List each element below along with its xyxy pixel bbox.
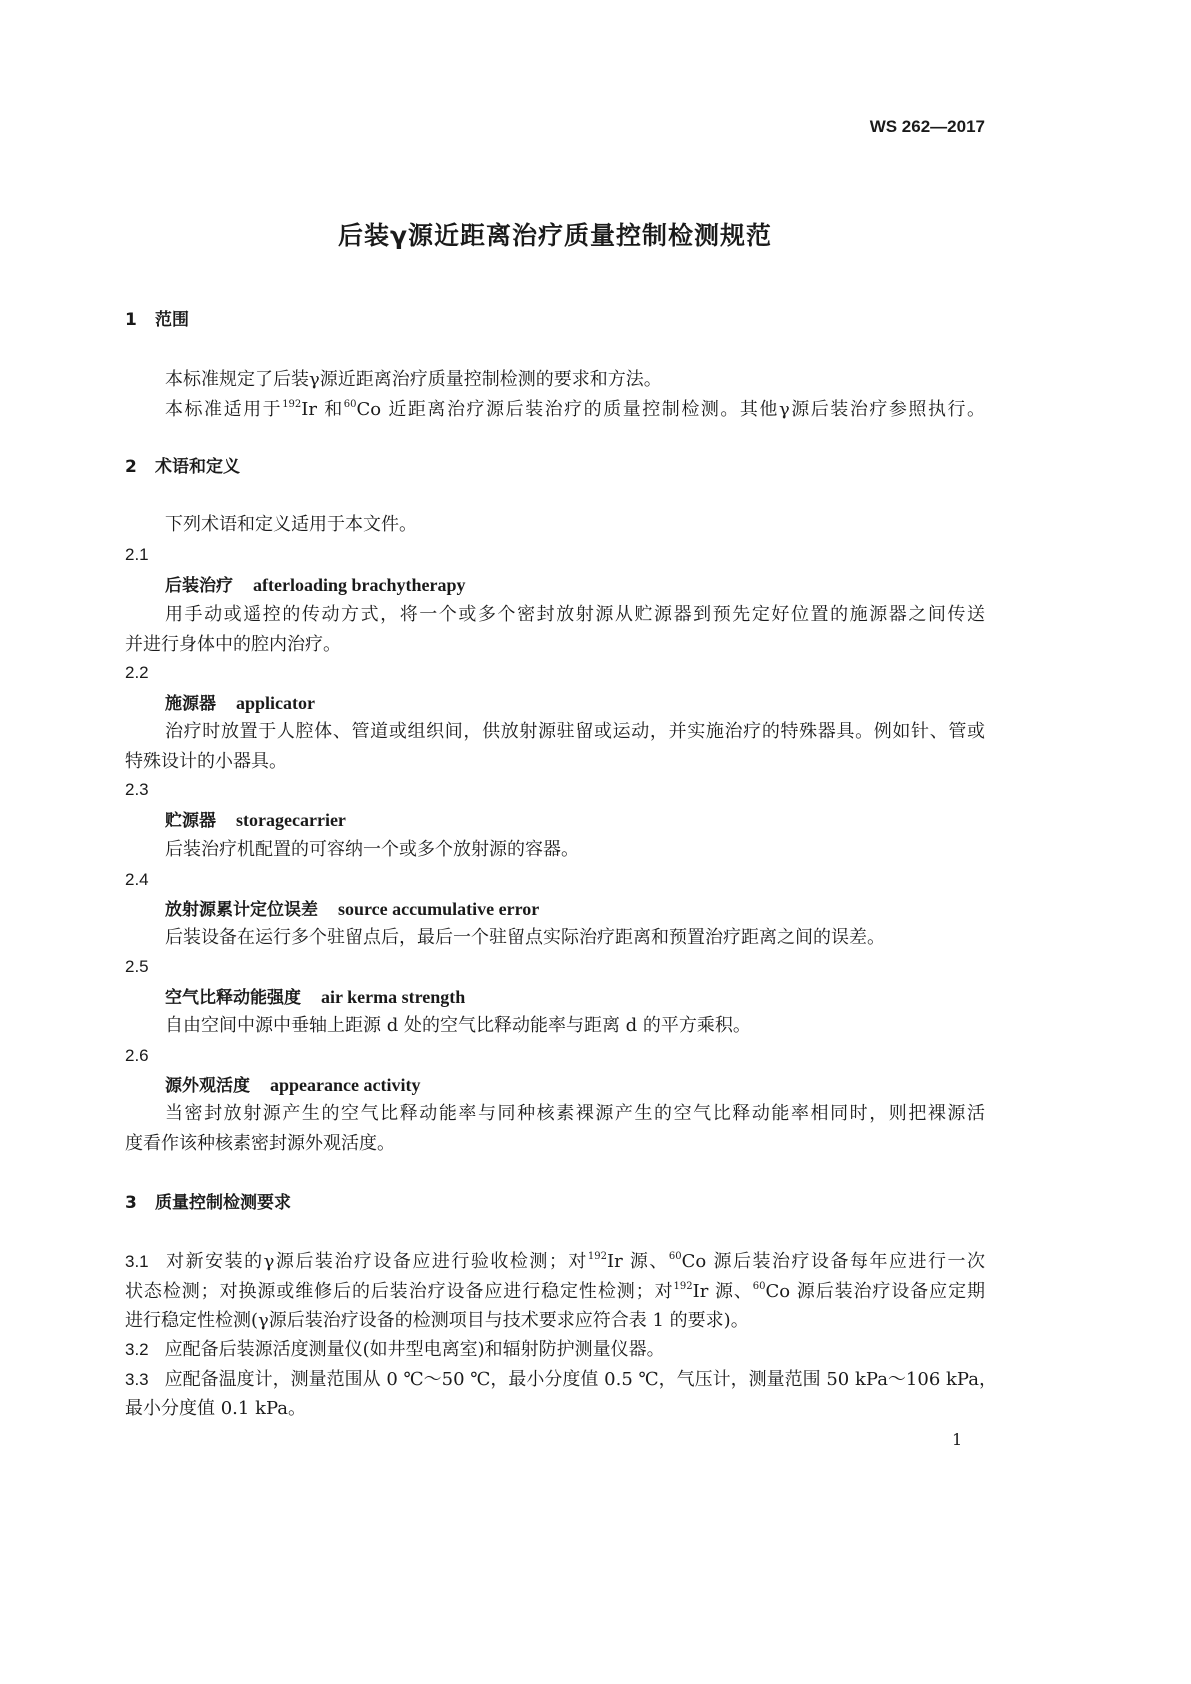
clause-number: 3.1 [125, 1252, 149, 1271]
superscript: 192 [673, 1281, 693, 1292]
paragraph: 本标准规定了后装γ源近距离治疗质量控制检测的要求和方法。 [165, 369, 662, 390]
clause-number: 3.3 [125, 1370, 149, 1389]
page-number: 1 [952, 1430, 963, 1449]
text: Ir 源、 [692, 1281, 753, 1302]
term-en: storagecarrier [236, 810, 346, 830]
section-2-heading [125, 455, 985, 479]
text: Co 源后装治疗设备应定期 [765, 1281, 986, 1302]
definition: 用手动或遥控的传动方式，将一个或多个密封放射源从贮源器到预先定好位置的施源器之间传送 [165, 604, 985, 625]
clause-number: 2.3 [125, 780, 149, 799]
section-title: 质量控制检测要求 [155, 1193, 291, 1213]
term-heading [165, 985, 985, 1010]
clause-3-1 [125, 1250, 985, 1274]
text: 对新安装的γ源后装治疗设备应进行验收检测；对 [164, 1251, 588, 1272]
term-zh: 空气比释动能强度 [165, 988, 301, 1008]
text: 本标准适用于 [165, 399, 283, 420]
term-heading [165, 1073, 985, 1098]
superscript: 60 [343, 399, 357, 410]
definition: 度看作该种核素密封源外观活度。 [125, 1133, 395, 1154]
term-zh: 贮源器 [165, 811, 216, 831]
superscript: 60 [752, 1281, 766, 1292]
term-zh: 后装治疗 [165, 576, 233, 596]
section-title: 术语和定义 [155, 457, 240, 477]
clause-3-3 [125, 1368, 997, 1392]
section-1-heading [125, 308, 985, 332]
definition: 特殊设计的小器具。 [125, 751, 287, 772]
term-en: air kerma strength [321, 987, 466, 1007]
superscript: 192 [587, 1251, 607, 1262]
term-zh: 源外观活度 [165, 1076, 250, 1096]
paragraph [165, 398, 985, 422]
superscript: 192 [282, 399, 302, 410]
term-heading [165, 808, 985, 833]
text: 应配备后装源活度测量仪(如井型电离室)和辐射防护测量仪器。 [164, 1339, 665, 1360]
definition: 治疗时放置于人腔体、管道或组织间，供放射源驻留或运动，并实施治疗的特殊器具。例如针、管或 [165, 721, 985, 742]
section-number: 3 [125, 1193, 137, 1213]
term-heading [165, 897, 985, 922]
standard-number: WS 262—2017 [869, 117, 985, 136]
paragraph: 下列术语和定义适用于本文件。 [165, 514, 417, 535]
clause-3-1-line [125, 1280, 985, 1304]
term-en: applicator [236, 693, 315, 713]
definition: 自由空间中源中垂轴上距源 d 处的空气比释动能率与距离 d 的平方乘积。 [165, 1015, 751, 1036]
clause-3-3-line: 最小分度值 0.1 kPa。 [125, 1398, 307, 1419]
term-zh: 施源器 [165, 694, 216, 714]
definition: 后装治疗机配置的可容纳一个或多个放射源的容器。 [165, 839, 579, 860]
clause-number: 2.5 [125, 957, 149, 976]
clause-number: 3.2 [125, 1340, 149, 1359]
section-title: 范围 [155, 310, 189, 330]
text: 状态检测；对换源或维修后的后装治疗设备应进行稳定性检测；对 [125, 1281, 674, 1302]
clause-number: 2.1 [125, 545, 149, 564]
definition: 当密封放射源产生的空气比释动能率与同种核素裸源产生的空气比释动能率相同时，则把裸源活 [165, 1103, 985, 1124]
definition: 并进行身体中的腔内治疗。 [125, 634, 341, 655]
term-heading [165, 573, 985, 598]
section-number: 2 [125, 457, 137, 477]
text: Ir 和 [301, 399, 344, 420]
document-title: 后装γ源近距离治疗质量控制检测规范 [337, 221, 773, 250]
term-en: source accumulative error [338, 899, 540, 919]
section-3-heading [125, 1191, 985, 1215]
text: Co 源后装治疗设备每年应进行一次 [681, 1251, 985, 1272]
clause-3-2 [125, 1338, 985, 1362]
clause-number: 2.2 [125, 663, 149, 682]
clause-3-1-line: 进行稳定性检测(γ源后装治疗设备的检测项目与技术要求应符合表 1 的要求)。 [125, 1310, 749, 1331]
term-heading [165, 691, 985, 716]
superscript: 60 [668, 1251, 682, 1262]
text: Ir 源、 [606, 1251, 669, 1272]
term-en: afterloading brachytherapy [253, 575, 466, 595]
clause-number: 2.6 [125, 1046, 149, 1065]
clause-number: 2.4 [125, 870, 149, 889]
term-en: appearance activity [270, 1075, 421, 1095]
section-number: 1 [125, 310, 137, 330]
term-zh: 放射源累计定位误差 [165, 900, 318, 920]
definition: 后装设备在运行多个驻留点后，最后一个驻留点实际治疗距离和预置治疗距离之间的误差。 [165, 927, 885, 948]
text: Co 近距离治疗源后装治疗的质量控制检测。其他γ源后装治疗参照执行。 [356, 399, 986, 420]
text: 应配备温度计，测量范围从 0 ℃～50 ℃，最小分度值 0.5 ℃，气压计，测量范围 50 kPa～106 kPa， [164, 1369, 997, 1390]
